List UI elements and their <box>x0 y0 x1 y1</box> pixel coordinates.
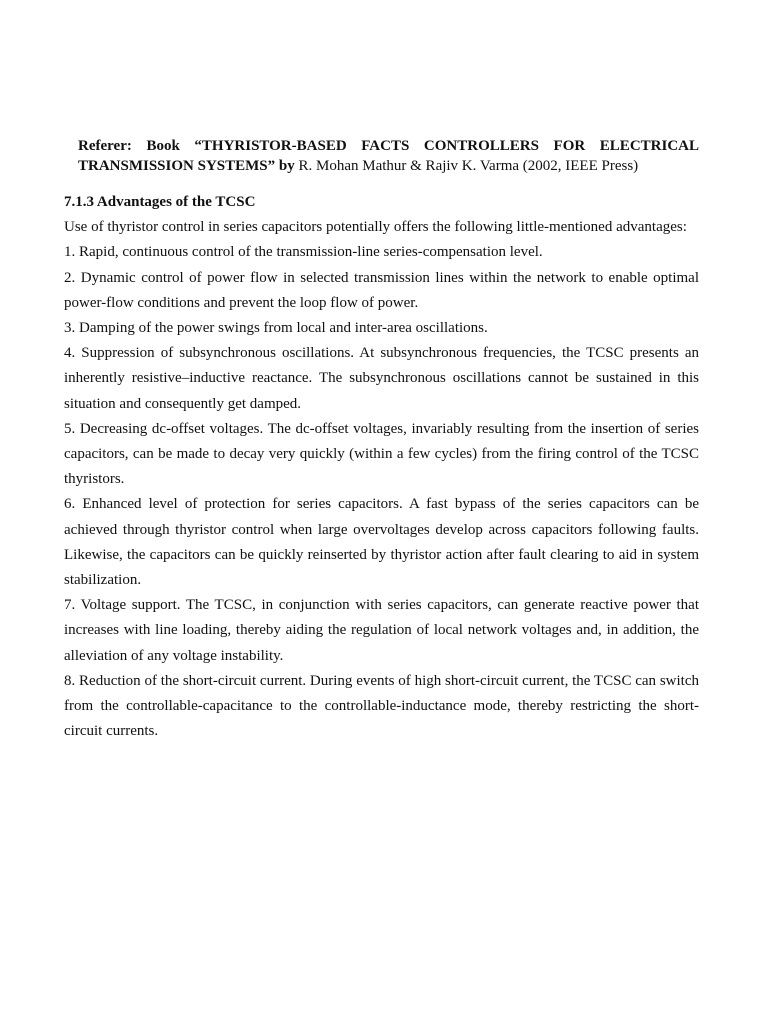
section-intro: Use of thyristor control in series capacitors potentially offers the following little-mentioned advantages: <box>64 219 687 236</box>
advantage-item-8: 8. Reduction of the short-circuit current. During events of high short-circuit current, the TCSC can switch from the controllable-capacitance to the controllable-inductance mode, thereby restricting the short-circuit currents. <box>64 672 699 740</box>
advantage-item-7: 7. Voltage support. The TCSC, in conjunction with series capacitors, can generate reactive power that increases with line loading, thereby aiding the regulation of local network voltages and, in addition, the alleviation of any voltage instability. <box>64 597 699 664</box>
advantage-item-2: 2. Dynamic control of power flow in selected transmission lines within the network to enable optimal power-flow conditions and prevent the loop flow of power. <box>64 269 699 311</box>
advantage-item-6: 6. Enhanced level of protection for series capacitors. A fast bypass of the series capacitors can be achieved through thyristor control when large overvoltages develop across capacitors following faults. Likewise, the capacitors can be quickly reinserted by thyristor action after fault clearing to aid in system stabilization. <box>64 496 699 589</box>
advantages-section <box>64 190 699 744</box>
book-reference <box>78 136 699 176</box>
section-heading: 7.1.3 Advantages of the TCSC <box>64 194 256 210</box>
advantage-item-3: 3. Damping of the power swings from local and inter-area oscillations. <box>64 320 488 337</box>
reference-prefix: Referer: Book <box>78 138 195 154</box>
reference-book-title: “THYRISTOR-BASED FACTS CONTROLLERS FOR ELECTRICAL TRANSMISSION SYSTEMS” by <box>78 138 699 174</box>
advantage-item-5: 5. Decreasing dc-offset voltages. The dc-offset voltages, invariably resulting from the insertion of series capacitors, can be made to decay very quickly (within a few cycles) from the firing control of the TCSC thyristors. <box>64 420 699 488</box>
reference-authors: R. Mohan Mathur & Rajiv K. Varma (2002, IEEE Press) <box>294 158 639 174</box>
advantage-item-1: 1. Rapid, continuous control of the transmission-line series-compensation level. <box>64 244 543 261</box>
advantage-item-4: 4. Suppression of subsynchronous oscillations. At subsynchronous frequencies, the TCSC presents an inherently resistive–inductive reactance. The subsynchronous oscillations cannot be sustained in this situation and consequently get damped. <box>64 345 699 412</box>
